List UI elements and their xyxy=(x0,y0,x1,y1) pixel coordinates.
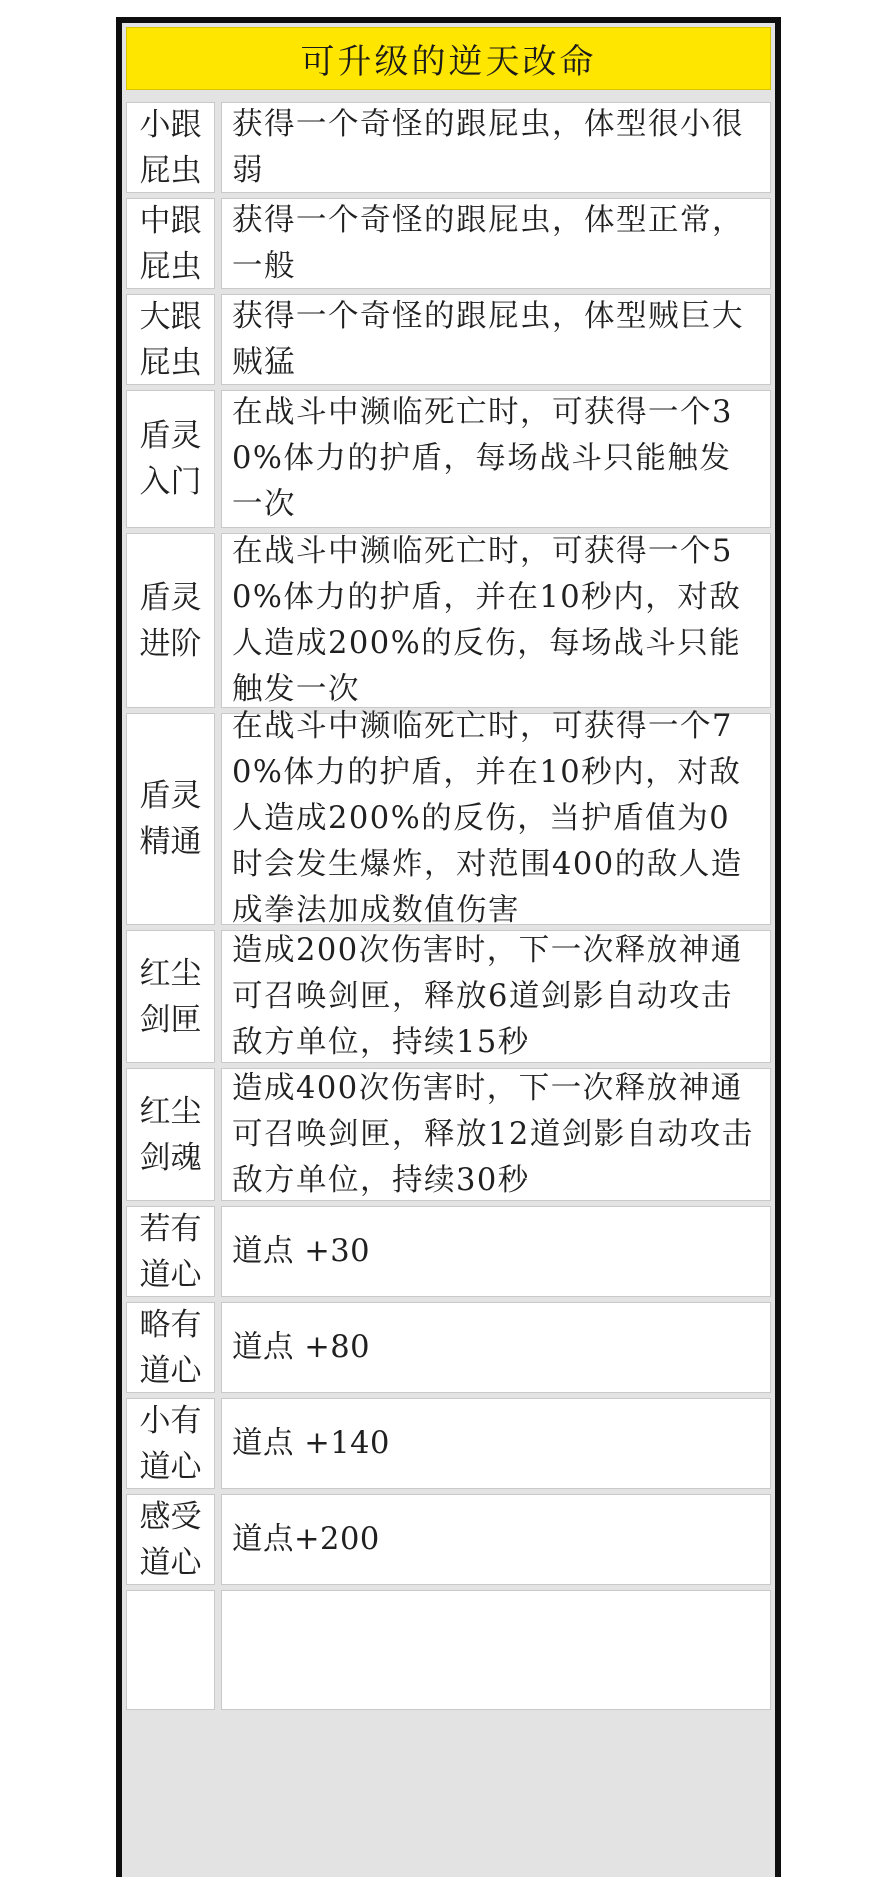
ability-name: 中跟屁虫 xyxy=(139,202,202,285)
ability-desc: 在战斗中濒临死亡时，可获得一个30%体力的护盾，每场战斗只能触发一次 xyxy=(232,395,733,522)
ability-desc: 造成400次伤害时，下一次释放神通可召唤剑匣，释放12道剑影自动攻击敌方单位，持续30秒 xyxy=(232,1070,754,1198)
ability-name-cell xyxy=(126,198,215,289)
table-row xyxy=(126,1398,771,1489)
ability-name: 若有道心 xyxy=(139,1210,202,1293)
ability-name-cell xyxy=(126,930,215,1063)
ability-desc-cell xyxy=(221,930,771,1063)
ability-desc-cell xyxy=(221,533,771,708)
ability-desc-cell xyxy=(221,1494,771,1585)
table-title: 可升级的逆天改命 xyxy=(126,27,771,90)
table xyxy=(122,23,775,1877)
empty-desc-cell xyxy=(221,1590,771,1710)
ability-desc: 造成200次伤害时，下一次释放神通可召唤剑匣，释放6道剑影自动攻击敌方单位，持续15秒 xyxy=(232,932,743,1060)
ability-name-cell xyxy=(126,1302,215,1393)
ability-name: 小跟屁虫 xyxy=(139,106,202,189)
ability-desc-cell xyxy=(221,1068,771,1201)
table-frame xyxy=(116,17,781,1877)
table-row xyxy=(126,1206,771,1297)
ability-desc: 道点 +80 xyxy=(232,1329,371,1365)
ability-name: 略有道心 xyxy=(139,1306,202,1389)
ability-desc-cell xyxy=(221,1398,771,1489)
table-row xyxy=(126,533,771,708)
table-row xyxy=(126,294,771,385)
ability-name-cell xyxy=(126,294,215,385)
ability-name: 红尘剑匣 xyxy=(139,955,202,1038)
empty-name-cell xyxy=(126,1590,215,1710)
ability-name: 大跟屁虫 xyxy=(139,298,202,381)
table-row xyxy=(126,930,771,1063)
ability-name-cell xyxy=(126,1068,215,1201)
ability-name: 感受道心 xyxy=(139,1498,202,1581)
ability-desc: 道点 +140 xyxy=(232,1425,390,1461)
table-row xyxy=(126,1302,771,1393)
ability-desc-cell xyxy=(221,390,771,528)
table-row xyxy=(126,198,771,289)
table-row xyxy=(126,709,771,928)
ability-name-cell xyxy=(126,102,215,193)
ability-desc: 在战斗中濒临死亡时，可获得一个50%体力的护盾，并在10秒内，对敌人造成200%的反伤，每场战斗只能触发一次 xyxy=(232,533,742,707)
ability-desc: 获得一个奇怪的跟屁虫，体型很小很弱 xyxy=(232,106,744,188)
ability-name-cell xyxy=(126,1398,215,1489)
ability-name: 盾灵精通 xyxy=(139,778,202,860)
ability-desc-cell xyxy=(221,198,771,289)
ability-name-cell xyxy=(126,713,215,925)
ability-name: 盾灵入门 xyxy=(139,418,202,500)
table-row-partial xyxy=(126,1590,771,1710)
ability-name: 盾灵进阶 xyxy=(139,579,202,662)
ability-desc: 道点+200 xyxy=(232,1521,380,1557)
ability-desc: 道点 +30 xyxy=(232,1233,371,1269)
ability-desc: 获得一个奇怪的跟屁虫，体型贼巨大贼猛 xyxy=(232,298,744,380)
ability-desc-cell xyxy=(221,1206,771,1297)
ability-desc: 获得一个奇怪的跟屁虫，体型正常，一般 xyxy=(232,202,744,284)
ability-name: 小有道心 xyxy=(139,1402,202,1485)
ability-name: 红尘剑魂 xyxy=(139,1093,202,1176)
ability-name-cell xyxy=(126,533,215,708)
ability-desc-cell xyxy=(221,1302,771,1393)
ability-desc-cell xyxy=(221,294,771,385)
table-row xyxy=(126,1494,771,1585)
ability-name-cell xyxy=(126,1206,215,1297)
table-row xyxy=(126,390,771,528)
ability-desc-cell xyxy=(221,102,771,193)
ability-name-cell xyxy=(126,1494,215,1585)
table-row xyxy=(126,102,771,193)
ability-desc: 在战斗中濒临死亡时，可获得一个70%体力的护盾，并在10秒内，对敌人造成200%的反伤，当护盾值为0时会发生爆炸，对范围400的敌人造成拳法加成数值伤害 xyxy=(232,709,743,928)
ability-desc-cell xyxy=(221,709,771,928)
ability-name-cell xyxy=(126,390,215,528)
table-row xyxy=(126,1068,771,1201)
